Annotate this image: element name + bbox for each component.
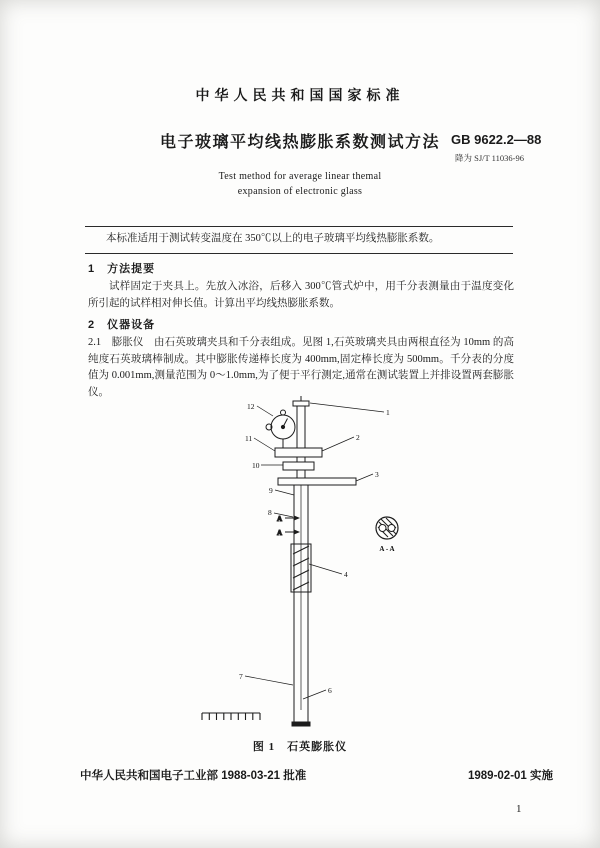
- section-1-body: 试样固定于夹具上。先放入冰浴，后移入 300℃管式炉中，用千分表测量由于温度变化所引起的试样相对伸长值。计算出平均线热膨胀系数。: [88, 281, 514, 309]
- support-platform: [278, 478, 356, 485]
- figure-1-dilatometer-diagram: [190, 394, 420, 734]
- scope-statement-box: [85, 226, 513, 254]
- callout-9: 9: [269, 486, 273, 495]
- clause-2-1-body: 2.1 膨胀仪 由石英玻璃夹具和千分表组成。见图 1,石英玻璃夹具由两根直径为 10mm 的高纯度石英玻璃棒制成。其中膨胀传递棒长度为 400mm,固定棒长度为 500mm。千分表的分度值为 0.001mm,测量范围为 0～1.0mm,为了便于平行测定,通常在测试装置上并排设置两套膨胀仪。: [88, 337, 514, 398]
- callout-leader-lines: [245, 403, 384, 699]
- callout-1: 1: [386, 408, 390, 417]
- english-title-line2: expansion of electronic glass: [237, 186, 363, 197]
- callout-6: 6: [328, 686, 332, 695]
- section-1-heading: 1 方法提要: [88, 263, 156, 275]
- dial-gauge-icon: [266, 410, 295, 448]
- standard-superseded-note: 降为 SJ/T 11036-96: [455, 153, 524, 163]
- callout-2: 2: [356, 433, 360, 442]
- section-mark-a-top: A: [277, 515, 283, 523]
- cross-section-view: [376, 517, 398, 553]
- callout-7: 7: [239, 672, 243, 681]
- cross-section-label: A - A: [379, 545, 395, 553]
- approval-line: 中华人民共和国电子工业部 1988-03-21 批准: [80, 770, 307, 782]
- section-2-heading: 2 仪器设备: [88, 319, 156, 331]
- callout-4: 4: [344, 570, 348, 579]
- page-number: 1: [516, 803, 522, 815]
- callout-11: 11: [245, 434, 253, 443]
- callout-10: 10: [252, 461, 260, 470]
- callout-8: 8: [268, 508, 272, 517]
- national-standard-heading: 中华人民共和国国家标准: [195, 87, 405, 103]
- implementation-date: 1989-02-01 实施: [468, 770, 554, 782]
- english-title-line1: Test method for average linear themal: [218, 171, 382, 182]
- callout-numbers: [239, 402, 390, 695]
- scope-text: 本标准适用于测试转变温度在 350℃以上的电子玻璃平均线热膨胀系数。: [106, 233, 440, 244]
- callout-3: 3: [375, 470, 379, 479]
- section-cut-marks: [277, 515, 300, 537]
- standard-number: GB 9622.2—88: [451, 132, 542, 147]
- dilatometer-apparatus: [266, 396, 356, 726]
- callout-12: 12: [247, 402, 255, 411]
- figure-1-caption: 图 1 石英膨胀仪: [252, 741, 348, 753]
- scale-bar: [202, 713, 260, 720]
- document-title: 电子玻璃平均线热膨胀系数测试方法: [159, 134, 440, 151]
- section-mark-a-bottom: A: [277, 529, 283, 537]
